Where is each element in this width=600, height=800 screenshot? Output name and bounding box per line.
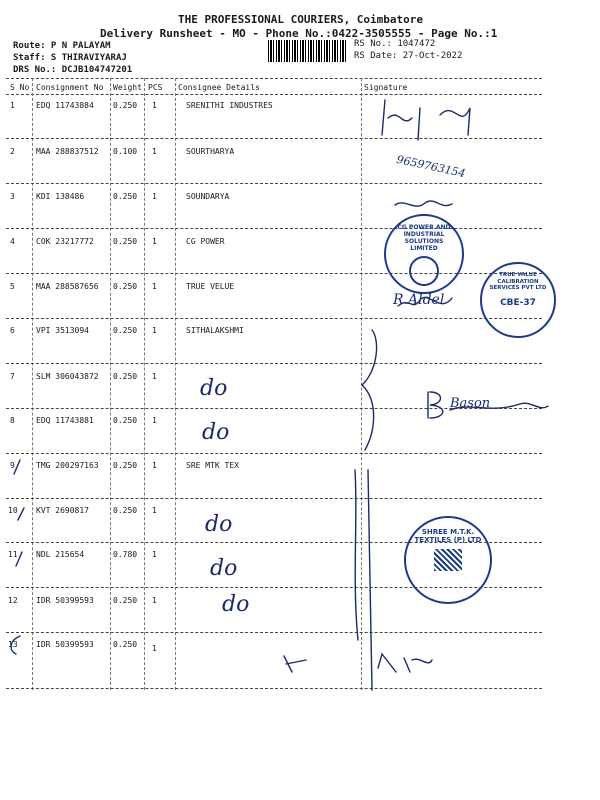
row-weight: 0.250 [113,101,138,110]
drs-number: DRS No.: DCJB104747201 [13,65,133,75]
row-sno: 8 [10,416,15,425]
col-signature: Signature [364,83,408,92]
col-consignment: Consignment No [36,83,104,92]
name-note: R.Aldel [393,292,445,308]
ditto-mark: do [205,512,233,537]
row-consignment: SLM 306043872 [36,372,99,381]
row-sno: 3 [10,192,15,201]
row-consignment: VPI 3513094 [36,326,89,335]
row-consignee: SITHALAKSHMI [186,326,244,335]
row-sno: 2 [10,147,15,156]
row-weight: 0.250 [113,461,138,470]
col-pcs: PCS [148,83,163,92]
ditto-mark: do [202,420,230,445]
row-pcs: 1 [152,416,157,425]
row-consignment: MAA 288837512 [36,147,99,156]
col-weight: Weight [113,83,142,92]
row-consignment: MAA 288587656 [36,282,99,291]
seal-text: SHREE M.T.K. TEXTILES (P) LTD [414,528,482,544]
row-pcs: 1 [152,192,157,201]
row-sno: 7 [10,372,15,381]
row-weight: 0.250 [113,237,138,246]
pen-line [355,470,358,640]
row-sno: 1 [10,101,15,110]
row-consignment: KDI 138486 [36,192,85,201]
rs-number: RS No.: 1047472 [354,39,436,49]
ditto-mark: do [210,556,238,581]
row-consignee: SOUNDARYA [186,192,230,201]
row-consignment: COK 23217772 [36,237,94,246]
ditto-mark: do [222,592,250,617]
row-weight: 0.780 [113,550,138,559]
row-weight: 0.250 [113,372,138,381]
row-consignee: SOURTHARYA [186,147,235,156]
tick-mark [11,460,24,654]
rs-date: RS Date: 27-Oct-2022 [354,51,463,61]
row-sno: 10 [8,506,18,515]
col-consignee: Consignee Details [178,83,260,92]
row-weight: 0.250 [113,192,138,201]
row-pcs: 1 [152,506,157,515]
ditto-mark: do [200,376,228,401]
row-weight: 0.250 [113,282,138,291]
company-seal [384,214,464,294]
row-pcs: 1 [152,461,157,470]
seal-code: CBE-37 [500,297,536,308]
row-pcs: 1 [152,326,157,335]
calibration-seal [480,262,556,338]
row-consignment: EDQ 11743881 [36,416,94,425]
row-sno: 11 [8,550,18,559]
row-consignment: IDR 50399593 [36,596,94,605]
row-weight: 0.250 [113,326,138,335]
row-pcs: 1 [152,644,157,653]
row-sno: 4 [10,237,15,246]
seal-text: TRUE VALUE CALIBRATION SERVICES PVT LTD [489,272,547,291]
row-weight: 0.250 [113,416,138,425]
row-consignee: SRENITHI INDUSTRES [186,101,273,110]
signature-mark [284,654,432,672]
signature-mark [395,201,452,206]
row-pcs: 1 [152,101,157,110]
seal-text: CG POWER AND INDUSTRIAL SOLUTIONS LIMITED [397,224,451,252]
row-consignee: SRE MTK TEX [186,461,239,470]
row-pcs: 1 [152,596,157,605]
runsheet-title: Delivery Runsheet - MO - Phone No.:0422-3505555 - Page No.:1 [100,27,498,40]
row-consignment: NDL 215654 [36,550,85,559]
row-consignment: TMG 200297163 [36,461,99,470]
pen-line [368,470,372,690]
row-pcs: 1 [152,372,157,381]
row-consignee: CG POWER [186,237,225,246]
row-sno: 5 [10,282,15,291]
route-label: Route: P N PALAYAM [13,41,111,51]
company-title: THE PROFESSIONAL COURIERS, Coimbatore [178,13,424,26]
row-weight: 0.250 [113,596,138,605]
row-sno: 6 [10,326,15,335]
phone-note: 9659763154 [395,152,467,181]
mtk-seal [404,516,492,604]
row-weight: 0.250 [113,640,138,649]
signature-mark [382,100,470,140]
row-sno: 9 [10,461,15,470]
row-consignee: TRUE VELUE [186,282,235,291]
row-pcs: 1 [152,550,157,559]
row-consignment: KVT 2690817 [36,506,89,515]
seal-emblem [434,549,462,571]
row-pcs: 1 [152,147,157,156]
sign-note: Bason [450,396,491,411]
row-pcs: 1 [152,237,157,246]
col-sno: S No [10,83,30,92]
row-weight: 0.250 [113,506,138,515]
row-consignment: EDQ 11743884 [36,101,94,110]
row-sno: 13 [8,640,18,649]
seal-emblem [409,256,439,286]
bracket-mark [362,330,377,450]
row-sno: 12 [8,596,18,605]
row-weight: 0.100 [113,147,138,156]
row-consignment: IDR 50399593 [36,640,94,649]
row-pcs: 1 [152,282,157,291]
staff-label: Staff: S THIRAVIYARAJ [13,53,127,63]
